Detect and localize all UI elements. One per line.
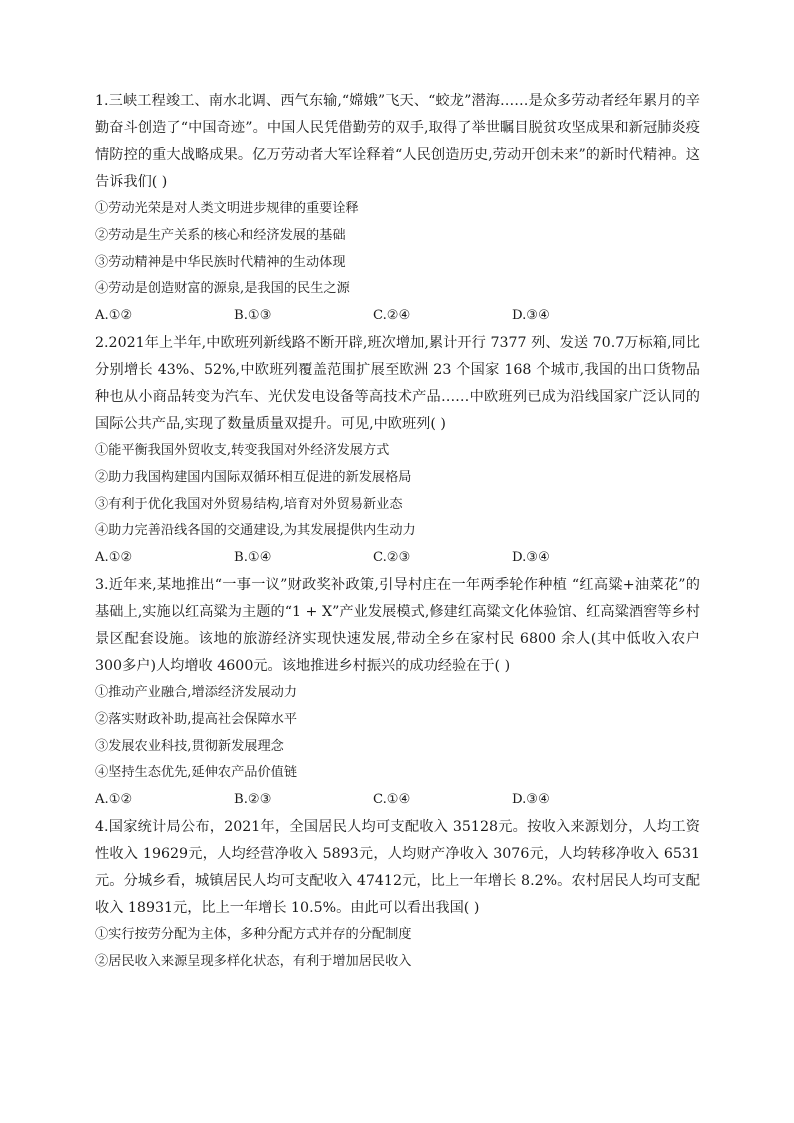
question-4 <box>95 814 700 976</box>
choice-a: A.①② <box>95 792 133 808</box>
answer-choices <box>95 787 700 814</box>
option-item: ②居民收入来源呈现多样化状态，有利于增加居民收入 <box>95 953 412 969</box>
option-item: ①实行按劳分配为主体，多种分配方式并存的分配制度 <box>95 926 412 942</box>
question-stem: 3.近年来,某地推出“一事一议”财政奖补政策,引导村庄在一年两季轮作种植 “红高粱+油菜花”的基础上,实施以红高粱为主题的“1 + X”产业发展模式,修建红高粱文化体验馆、红高粱酒窖等乡村景区配套设施。该地的旅游经济实现快速发展,带动全乡在家村民 6800 余人(其中低收入农户 300多户)人均增收 4600元。该地推进乡村振兴的成功经验在于( ) <box>95 576 700 674</box>
question-2 <box>95 330 700 572</box>
option-item: ②助力我国构建国内国际双循环相互促进的新发展格局 <box>95 469 412 485</box>
exam-page <box>95 88 700 976</box>
choice-d: D.③④ <box>512 792 550 808</box>
choice-b: B.①③ <box>234 308 272 324</box>
option-item: ②劳动是生产关系的核心和经济发展的基础 <box>95 227 346 243</box>
choice-d: D.③④ <box>512 308 550 324</box>
question-stem: 4.国家统计局公布，2021年，全国居民人均可支配收入 35128元。按收入来源划分，人均工资性收入 19629元，人均经营净收入 5893元，人均财产净收入 3076元，人均转移净收入 6531元。分城乡看，城镇居民人均可支配收入 47412元，比上一年增长 8.2%。农村居民人均可支配收入 18931元，比上一年增长 10.5%。由此可以看出我国( ) <box>95 818 700 916</box>
choice-b: B.①④ <box>234 550 272 566</box>
answer-choices <box>95 303 700 330</box>
choice-a: A.①② <box>95 550 133 566</box>
choice-c: C.①④ <box>373 792 411 808</box>
question-3 <box>95 572 700 814</box>
option-item: ④坚持生态优先,延伸农产品价值链 <box>95 765 298 781</box>
option-item: ④劳动是创造财富的源泉,是我国的民生之源 <box>95 281 350 297</box>
choice-a: A.①② <box>95 308 133 324</box>
option-item: ④助力完善沿线各国的交通建设,为其发展提供内生动力 <box>95 523 416 539</box>
option-item: ①劳动光荣是对人类文明进步规律的重要诠释 <box>95 201 359 216</box>
question-1 <box>95 88 700 330</box>
choice-c: C.②④ <box>373 308 411 324</box>
choice-b: B.②③ <box>234 792 272 808</box>
question-stem: 1.三峡工程竣工、南水北调、西气东输,“嫦娥”飞天、“蛟龙”潜海……是众多劳动者经年累月的辛勤奋斗创造了“中国奇迹”。中国人民凭借勤劳的双手,取得了举世瞩目脱贫攻坚成果和新冠肺炎疫情防控的重大战略成果。亿万劳动者大军诠释着“人民创造历史,劳动开创未来”的新时代精神。这告诉我们( ) <box>95 93 700 190</box>
option-item: ②落实财政补助,提高社会保障水平 <box>95 711 298 727</box>
answer-choices <box>95 545 700 572</box>
question-stem: 2.2021年上半年,中欧班列新线路不断开辟,班次增加,累计开行 7377 列、发送 70.7万标箱,同比分别增长 43%、52%,中欧班列覆盖范围扩展至欧洲 23 个国家 168 个城市,我国的出口货物品种也从小商品转变为汽车、光伏发电设备等高技术产品……中欧班列已成为沿线国家广泛认同的国际公共产品,实现了数量质量双提升。可见,中欧班列( ) <box>95 334 700 432</box>
option-item: ③劳动精神是中华民族时代精神的生动体现 <box>95 254 346 270</box>
option-item: ③有利于优化我国对外贸易结构,培育对外贸易新业态 <box>95 496 403 512</box>
choice-c: C.②③ <box>373 550 411 566</box>
option-item: ①推动产业融合,增添经济发展动力 <box>95 684 298 700</box>
option-item: ①能平衡我国外贸收支,转变我国对外经济发展方式 <box>95 442 390 458</box>
choice-d: D.③④ <box>512 550 550 566</box>
option-item: ③发展农业科技,贯彻新发展理念 <box>95 738 284 754</box>
